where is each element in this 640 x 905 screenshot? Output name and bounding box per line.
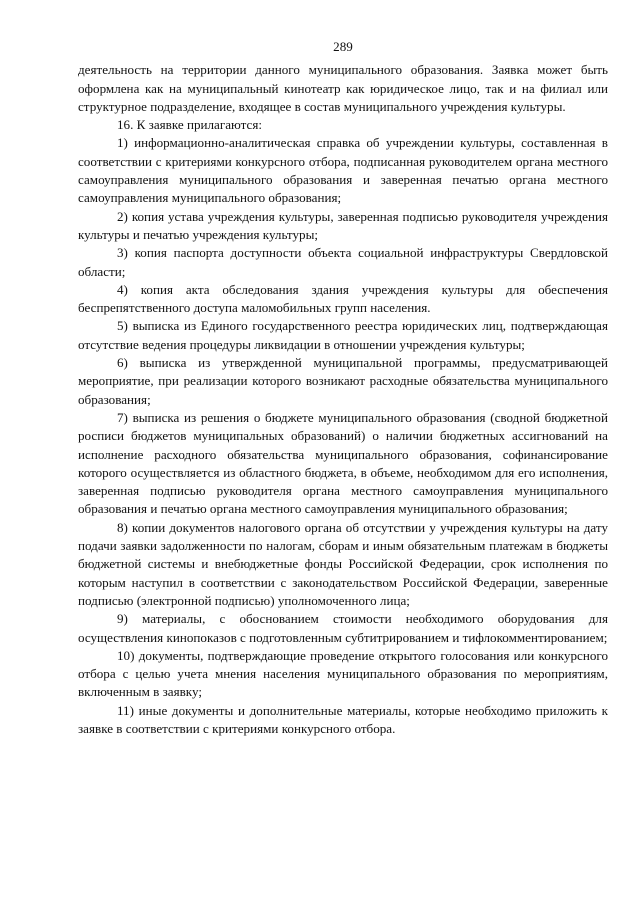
- list-item-5: 5) выписка из Единого государственного реестра юридических лиц, подтверждающая отсутствие ведения процедуры ликвидации в отношении учреждения культуры;: [78, 318, 608, 352]
- list-item-4: 4) копия акта обследования здания учреждения культуры для обеспечения беспрепятственного доступа маломобильных групп населения.: [78, 281, 608, 316]
- list-item-9: 9) материалы, с обоснованием стоимости необходимого оборудования для осуществления кинопоказов с подготовленным субтитрированием и тифлокомментированием;: [78, 611, 608, 645]
- paragraph-continuation: деятельность на территории данного муниципального образования. Заявка может быть оформлена как на муниципальный кинотеатр как юридическое лицо, так и на филиал или структурное подразделение, входящее в состав муниципального учреждения культуры.: [78, 62, 608, 114]
- list-item-10: 10) документы, подтверждающие проведение открытого голосования или конкурсного отбора с целью учета мнения населения муниципального образования по мероприятиям, включенным в заявку;: [78, 647, 608, 700]
- list-item-2: 2) копия устава учреждения культуры, заверенная подписью руководителя учреждения культуры и печатью учреждения культуры;: [78, 208, 608, 242]
- page-number: 289: [333, 39, 353, 54]
- list-item-8: 8) копии документов налогового органа об отсутствии у учреждения культуры на дату подачи заявки задолженности по налогам, сборам и иным обязательным платежам в бюджеты бюджетной системы и внебюджетные фонды Российской Федерации, срок исполнения по которым наступил в соответствии с законодательством Российской Федерации, заверенные подписью (электронной подписью) уполномоченного лица;: [78, 519, 608, 608]
- list-item-3: 3) копия паспорта доступности объекта социальной инфраструктуры Свердловской области;: [78, 245, 608, 279]
- list-item-1: 1) информационно-аналитическая справка об учреждении культуры, составленная в соответствии с критериями конкурсного отбора, подписанная руководителем органа местного самоуправления муниципального образования и заверенная печатью органа местного самоуправления муниципального образования;: [78, 135, 608, 206]
- document-page: [78, 38, 608, 738]
- list-item-7: 7) выписка из решения о бюджете муниципального образования (сводной бюджетной росписи бюджетов муниципальных образований) о наличии бюджетных ассигнований на исполнение расходного обязательства муниципального образования, софинансирование которого осуществляется из областного бюджета, в объеме, необходимом для его исполнения, заверенная подписью руководителя органа местного самоуправления муниципального образования и печатью органа местного самоуправления муниципального образования;: [78, 409, 608, 517]
- list-item-6: 6) выписка из утвержденной муниципальной программы, предусматривающей мероприятие, при реализации которого возникают расходные обязательства муниципального образования;: [78, 355, 608, 407]
- list-item-11: 11) иные документы и дополнительные материалы, которые необходимо приложить к заявке в соответствии с критериями конкурсного отбора.: [78, 702, 608, 736]
- paragraph-section-16: 16. К заявке прилагаются:: [117, 117, 263, 133]
